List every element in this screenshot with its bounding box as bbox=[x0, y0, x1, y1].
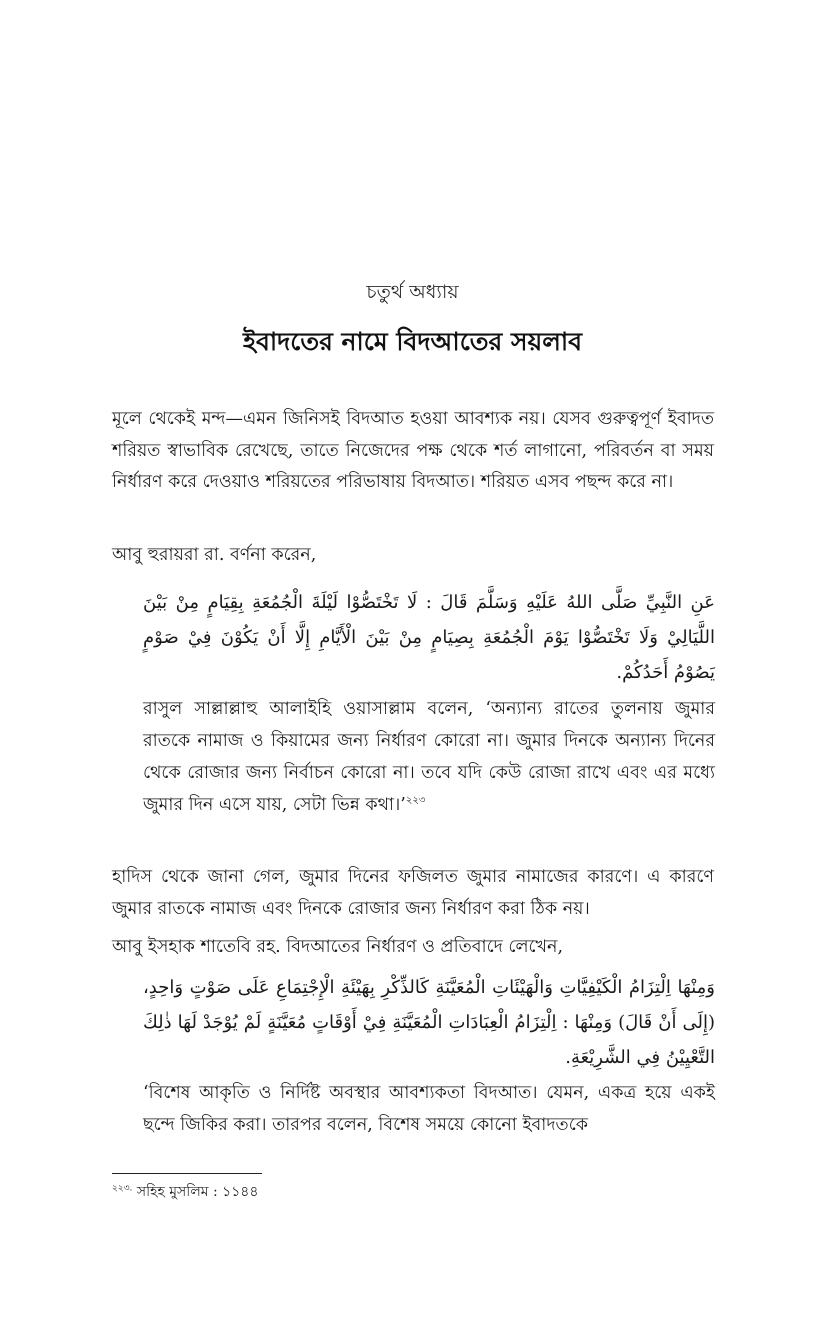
arabic-hadith: عَنِ النَّبِيِّ صَلَّى اللهُ عَلَيْهِ وَسَلَّمَ قَالَ : لَا تَخْتَصُّوْا لَيْلَةَ الْجُمُعَةِ بِقِيَامٍ مِنْ بَيْنَ اللَّيَالِيْ وَلَا تَخْتَصُّوْا يَوْمَ الْجُمُعَةِ بِصِيَامٍ مِنْ بَيْنَ الْأَيَّامِ إِلَّا أَنْ يَكُوْنَ فِيْ صَوْمٍ يَصُوْمُ أَحَدُكُمْ. bbox=[143, 592, 715, 683]
hadith-translation-text: রাসুল সাল্লাল্লাহু আলাইহি ওয়াসাল্লাম বলেন, ‘অন্যান্য রাতের তুলনায় জুমার রাতকে নামাজ ও কিয়ামের জন্য নির্ধারণ কোরো না। জুমার দিনকে অন্যান্য দিনের থেকে রোজার জন্য নির্বাচন কোরো না। তবে যদি কেউ রোজা রাখে এবং এর মধ্যে জুমার দিন এসে যায়, সেটা ভিন্ন কথা।’ bbox=[143, 699, 715, 815]
shatibi-translation: ‘বিশেষ আকৃতি ও নির্দিষ্ট অবস্থার আবশ্যকতা বিদআত। যেমন, একত্র হয়ে একই ছন্দে জিকির করা। তারপর বলেন, বিশেষ সময়ে কোনো ইবাদতকে bbox=[143, 1083, 715, 1135]
paragraph-explanation: হাদিস থেকে জানা গেল, জুমার দিনের ফজিলত জুমার নামাজের কারণে। এ কারণে জুমার রাতকে নামাজ এবং দিনকে রোজার জন্য নির্ধারণ করা ঠিক নয়। bbox=[112, 867, 714, 919]
footnote-text: সহিহ মুসলিম : ১১৪৪ bbox=[136, 1184, 259, 1200]
hadith-translation bbox=[143, 693, 715, 821]
footnote-number: ২২৩. bbox=[112, 1183, 133, 1194]
chapter-label: চতুর্থ অধ্যায় bbox=[366, 281, 459, 303]
footnote-divider bbox=[112, 1173, 262, 1174]
arabic-quote-shatibi: وَمِنْهَا اِلْتِزَامُ الْكَيْفِيَّاتِ وَالْهَيْئَاتِ الْمُعَيَّنَةِ كَالذِّكْرِ بِهَيْئَةِ الْإِجْتِمَاعِ عَلَى صَوْتٍ وَاحِدٍ، (إِلَى أَنْ قَالَ) وَمِنْهَا : اِلْتِزَامُ الْعِبَادَاتِ الْمُعَيَّنَةِ فِيْ أَوْقَاتٍ مُعَيَّنَةٍ لَمْ يُوْجَدْ لَهَا ذٰلِكَ التَّعْيِيْنُ فِي الشَّرِيْعَةِ. bbox=[143, 977, 715, 1068]
paragraph-shatibi-intro: আবু ইসহাক শাতেবি রহ. বিদআতের নির্ধারণ ও প্রতিবাদে লেখেন, bbox=[112, 937, 564, 957]
chapter-title: ইবাদতের নামে বিদআতের সয়লাব bbox=[242, 327, 583, 356]
paragraph-narration-intro: আবু হুরায়রা রা. বর্ণনা করেন, bbox=[112, 545, 317, 565]
paragraph-intro: মূলে থেকেই মন্দ—এমন জিনিসই বিদআত হওয়া আবশ্যক নয়। যেসব গুরুত্বপূর্ণ ইবাদত শরিয়ত স্বাভাবিক রেখেছে, তাতে নিজেদের পক্ষ থেকে শর্ত লাগানো, পরিবর্তন বা সময় নির্ধারণ করে দেওয়াও শরিয়তের পরিভাষায় বিদআত। শরিয়ত এসব পছন্দ করে না। bbox=[112, 409, 714, 492]
footnote-reference: ২২৩ bbox=[405, 795, 426, 807]
footnote bbox=[112, 1182, 258, 1202]
